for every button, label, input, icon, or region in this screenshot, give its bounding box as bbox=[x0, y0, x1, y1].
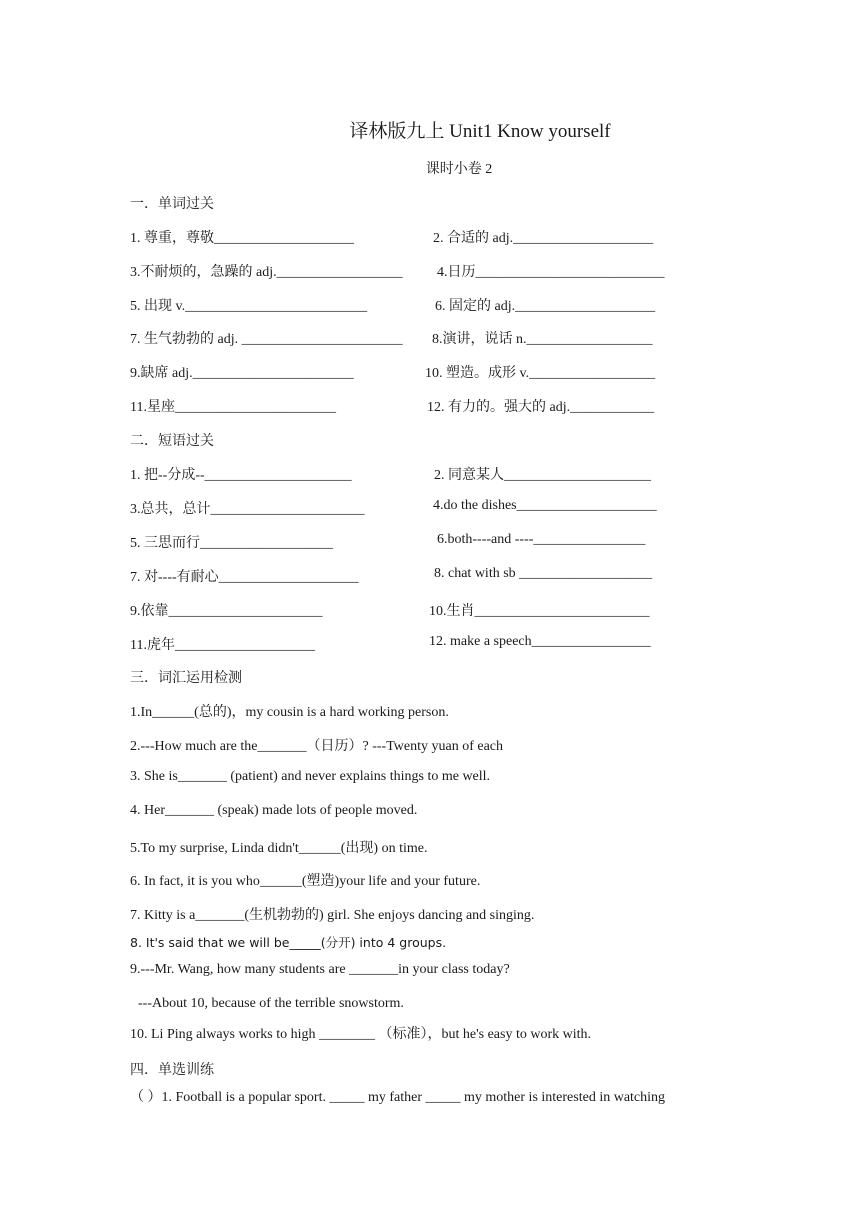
section-heading-vocab-usage: 三．词汇运用检测 bbox=[130, 671, 242, 686]
question-item: 5. 出现 v.__________________________ bbox=[130, 299, 368, 314]
question-item: 10.生肖_________________________ bbox=[429, 604, 650, 619]
question-item: 1. 把--分成--_____________________ bbox=[130, 468, 352, 483]
question-item: 3.总共，总计______________________ bbox=[130, 502, 365, 517]
question-item-answer: ---About 10, because of the terrible snowstorm. bbox=[138, 996, 404, 1011]
question-item: 8.演讲，说话 n.__________________ bbox=[432, 332, 653, 347]
page-subtitle: 课时小卷 2 bbox=[425, 162, 493, 177]
question-item: 10. 塑造。成形 v.__________________ bbox=[425, 366, 656, 381]
question-item: 7. 生气勃勃的 adj. _______________________ bbox=[130, 332, 403, 347]
question-item: 7. Kitty is a_______(生机勃勃的) girl. She enjoys dancing and singing. bbox=[130, 908, 535, 923]
question-item: 7. 对----有耐心____________________ bbox=[130, 570, 359, 585]
section-heading-single-choice: 四．单选训练 bbox=[130, 1063, 214, 1078]
question-item: 8. chat with sb ___________________ bbox=[434, 566, 653, 581]
question-item: 11.星座_______________________ bbox=[130, 400, 336, 415]
question-item: 4.日历___________________________ bbox=[437, 265, 665, 280]
question-item: 1.In______(总的)，my cousin is a hard working person. bbox=[130, 705, 449, 720]
question-item: 2. 同意某人_____________________ bbox=[434, 468, 651, 483]
question-item: 4. Her_______ (speak) made lots of people moved. bbox=[130, 803, 418, 818]
question-item: （ ）1. Football is a popular sport. _____ my father _____ my mother is interested in watching bbox=[130, 1090, 666, 1105]
question-item: 2. 合适的 adj.____________________ bbox=[433, 231, 654, 246]
question-item: 6. 固定的 adj.____________________ bbox=[435, 299, 656, 314]
question-item: 9.缺席 adj._______________________ bbox=[130, 366, 354, 381]
question-item: 5. 三思而行___________________ bbox=[130, 536, 333, 551]
question-item: 4.do the dishes____________________ bbox=[433, 498, 657, 513]
question-item: 8. It's said that we will be_____(分开) into 4 groups. bbox=[130, 935, 447, 950]
question-item: 9.依靠______________________ bbox=[130, 604, 323, 619]
question-item: 10. Li Ping always works to high ________ （标准），but he's easy to work with. bbox=[130, 1027, 591, 1042]
question-item: 3. She is_______ (patient) and never explains things to me well. bbox=[130, 769, 491, 784]
section-heading-phrases: 二．短语过关 bbox=[130, 434, 214, 449]
question-item: 12. make a speech_________________ bbox=[429, 634, 651, 649]
question-item: 2.---How much are the_______（日历）? ---Twenty yuan of each bbox=[130, 739, 504, 754]
question-item: 12. 有力的。强大的 adj.____________ bbox=[427, 400, 655, 415]
question-item: 9.---Mr. Wang, how many students are _______in your class today? bbox=[130, 962, 510, 977]
question-item: 11.虎年____________________ bbox=[130, 638, 315, 653]
question-item: 6. In fact, it is you who______(塑造)your life and your future. bbox=[130, 874, 481, 889]
question-item: 5.To my surprise, Linda didn't______(出现) on time. bbox=[130, 841, 428, 856]
page-title: 译林版九上 Unit1 Know yourself bbox=[349, 121, 611, 142]
question-item: 3.不耐烦的，急躁的 adj.__________________ bbox=[130, 265, 403, 280]
question-item: 1. 尊重，尊敬____________________ bbox=[130, 231, 354, 246]
section-heading-vocabulary: 一．单词过关 bbox=[130, 197, 214, 212]
question-item: 6.both----and ----________________ bbox=[437, 532, 646, 547]
